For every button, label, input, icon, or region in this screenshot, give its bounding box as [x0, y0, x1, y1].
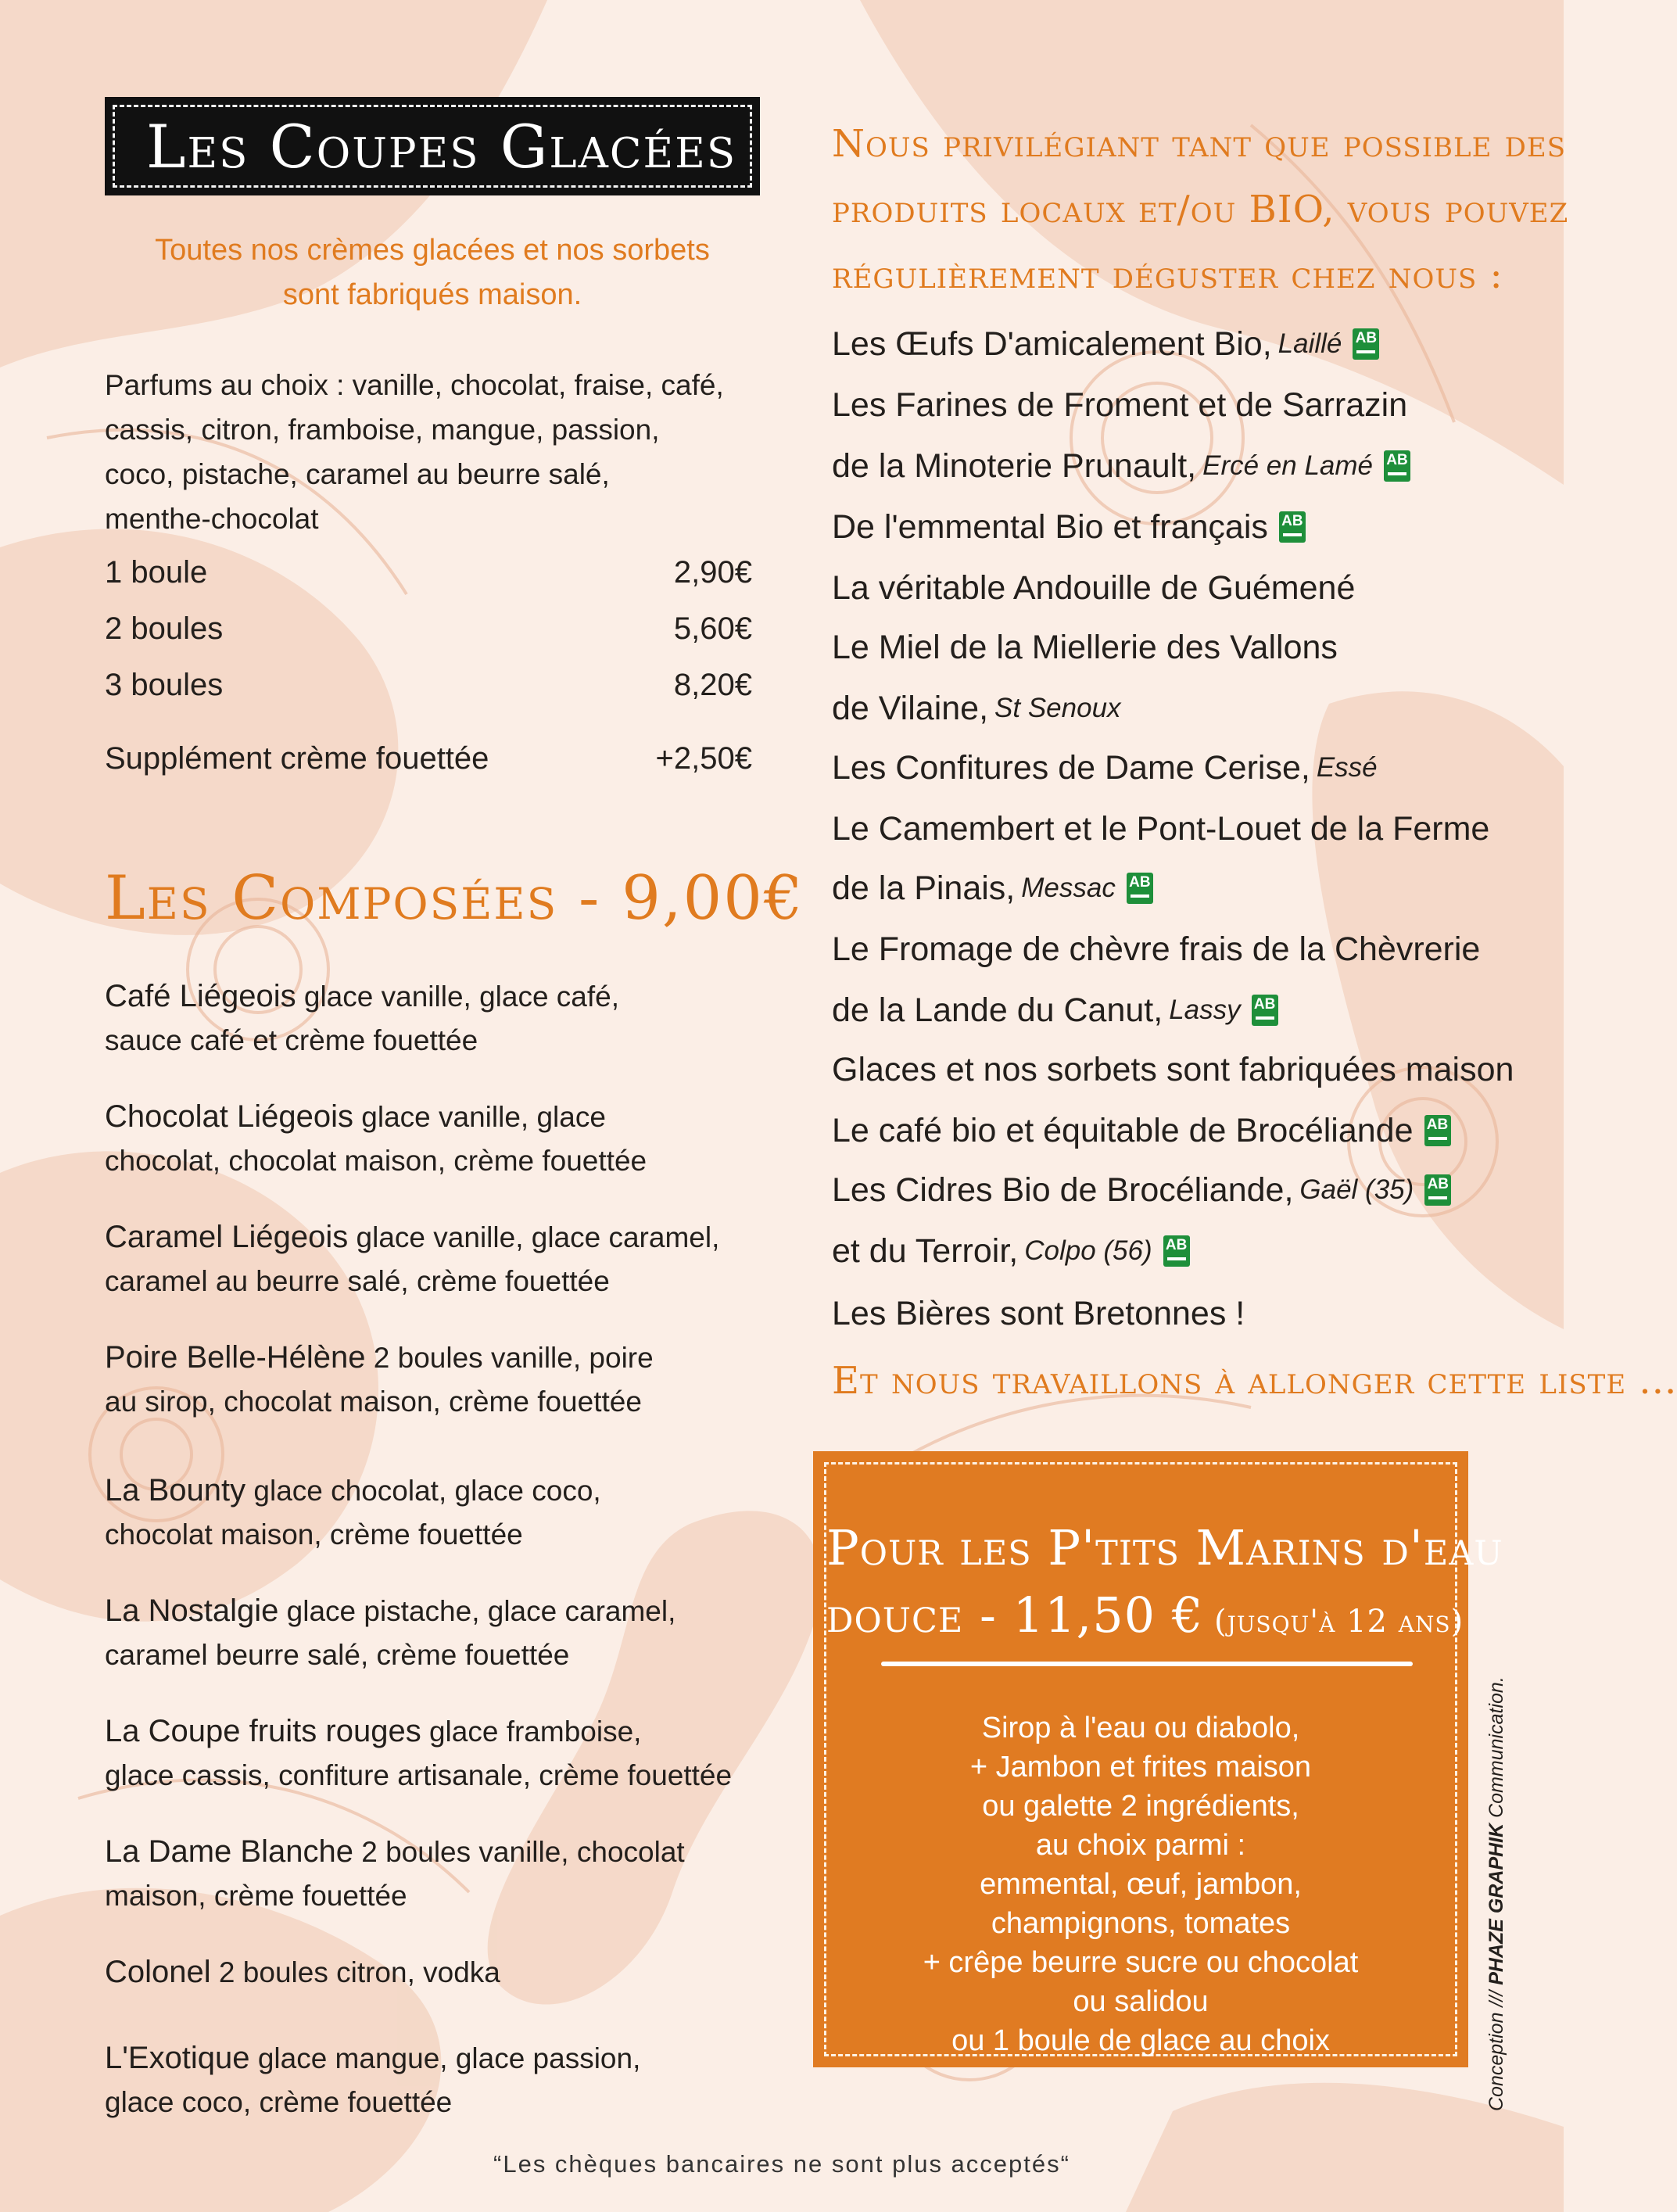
item-name: L'Exotique: [105, 2041, 250, 2075]
item-desc: glace cassis, confiture artisanale, crème fouettée: [105, 1759, 733, 1791]
product-line: [832, 744, 1378, 791]
item-desc: au sirop, chocolat maison, crème fouettée: [105, 1386, 642, 1418]
product-line: [832, 865, 1153, 912]
item-desc: 2 boules citron, vodka: [210, 1956, 500, 1988]
kids-menu-line: champignons, tomates: [991, 1907, 1291, 1940]
bio-label-icon: [1252, 995, 1278, 1026]
price-value: 5,60€: [673, 611, 752, 646]
bio-label-icon: [1424, 1115, 1451, 1146]
bio-logo-text: AB: [1355, 330, 1378, 346]
menu-item: [105, 1589, 793, 1677]
kids-menu-price-line: [826, 1586, 1464, 1644]
bio-logo-text: AB: [1427, 1176, 1449, 1192]
kids-menu-age: (jusqu'à 12 ans): [1203, 1604, 1464, 1640]
bio-label-icon: [1163, 1235, 1190, 1267]
product-text: La véritable Andouille de Guémené: [832, 569, 1356, 607]
composees-title: Les Composées - 9,00€: [105, 863, 804, 934]
parfums-line: vanille, chocolat, fraise, café,: [344, 369, 724, 401]
item-desc: chocolat maison, crème fouettée: [105, 1518, 523, 1551]
kids-menu-line: + Jambon et frites maison: [969, 1751, 1312, 1784]
kids-menu-contents: [826, 1708, 1455, 2060]
intro-line: Toutes nos crèmes glacées et nos sorbets: [155, 234, 710, 267]
credit-brand: PHAZE GRAPHIK: [1485, 1823, 1507, 1985]
bio-logo-text: AB: [1129, 874, 1151, 891]
product-text: de Vilaine,: [832, 690, 989, 727]
product-line: [832, 805, 1489, 852]
item-name: Caramel Liégeois: [105, 1220, 349, 1254]
menu-item: [105, 1095, 793, 1183]
bieres-line: Les Bières sont Bretonnes !: [832, 1295, 1245, 1332]
credit-prefix: Conception ///: [1485, 1984, 1507, 2111]
product-place: Lassy: [1169, 995, 1241, 1025]
menu-item: [105, 1950, 793, 1995]
item-name: La Bounty: [105, 1473, 246, 1508]
product-line: [832, 382, 1407, 428]
homemade-intro: [105, 228, 760, 317]
bio-label-icon: [1384, 450, 1410, 482]
menu-item: [105, 1830, 793, 1918]
kids-menu-line: ou 1 boule de glace au choix: [951, 2024, 1330, 2057]
product-line: [832, 321, 1379, 367]
item-desc: glace vanille, glace: [353, 1101, 606, 1133]
menu-item: [105, 1709, 793, 1798]
item-name: La Coupe fruits rouges: [105, 1714, 421, 1748]
parfums-line: menthe-chocolat: [105, 503, 319, 535]
price-row: [105, 735, 752, 782]
product-text: de la Minoterie Prunault,: [832, 447, 1197, 485]
price-row: [105, 661, 752, 708]
intro-line: sont fabriqués maison.: [282, 278, 582, 311]
product-place: Ercé en Lamé: [1202, 450, 1373, 481]
product-text: de la Pinais,: [832, 869, 1016, 907]
price-label: 2 boules: [105, 611, 224, 646]
product-place: St Senoux: [994, 693, 1121, 723]
product-place: Gaël (35): [1299, 1174, 1414, 1205]
product-place: Messac: [1021, 873, 1116, 903]
bio-logo-text: AB: [1165, 1237, 1188, 1253]
item-name: Poire Belle-Hélène: [105, 1340, 366, 1375]
bio-logo-text: AB: [1426, 1117, 1449, 1133]
price-label: 1 boule: [105, 554, 208, 590]
price-row: [105, 605, 752, 652]
product-text: de la Lande du Canut,: [832, 991, 1163, 1029]
parfums-line: coco, pistache, caramel au beurre salé,: [105, 458, 610, 490]
product-text: Les Confitures de Dame Cerise,: [832, 749, 1310, 787]
product-text: Le Fromage de chèvre frais de la Chèvrerie: [832, 930, 1481, 968]
product-line: [832, 565, 1355, 611]
menu-item: [105, 1468, 793, 1557]
item-name: La Nostalgie: [105, 1594, 279, 1628]
bio-label-icon: [1279, 511, 1306, 543]
title-dashed-frame: [113, 105, 752, 188]
kids-divider: [881, 1662, 1413, 1666]
bio-label-icon: [1424, 1174, 1451, 1206]
product-line: [832, 504, 1306, 550]
kids-menu-price: douce - 11,50 €: [826, 1586, 1204, 1644]
item-desc: sauce café et crème fouettée: [105, 1024, 478, 1056]
design-credit: [1485, 1676, 1508, 2111]
product-line: [832, 1107, 1451, 1154]
item-desc: caramel au beurre salé, crème fouettée: [105, 1265, 610, 1297]
product-line: [832, 987, 1278, 1034]
product-line: [832, 1167, 1451, 1214]
item-name: Chocolat Liégeois: [105, 1099, 353, 1134]
item-name: Colonel: [105, 1955, 211, 1989]
allonger-line: Et nous travaillons à allonger cette liste ...: [832, 1359, 1677, 1403]
product-text: Le Miel de la Miellerie des Vallons: [832, 629, 1338, 666]
bio-label-icon: [1127, 873, 1153, 904]
product-place: Laillé: [1277, 328, 1342, 359]
product-place: Essé: [1316, 752, 1378, 783]
bio-label-icon: [1353, 328, 1379, 360]
bio-logo-text: AB: [1253, 996, 1276, 1013]
item-desc: glace framboise,: [421, 1715, 642, 1748]
item-desc: glace coco, crème fouettée: [105, 2086, 453, 2118]
menu-item: [105, 1215, 793, 1303]
item-desc: glace vanille, glace café,: [296, 981, 620, 1013]
parfums-line: cassis, citron, framboise, mangue, passion,: [105, 414, 660, 446]
price-label: 3 boules: [105, 667, 224, 702]
menu-item: [105, 1335, 793, 1424]
item-desc: maison, crème fouettée: [105, 1880, 407, 1912]
product-text: Le café bio et équitable de Brocéliande: [832, 1112, 1414, 1149]
item-name: La Dame Blanche: [105, 1834, 353, 1869]
price-value: +2,50€: [655, 740, 752, 776]
bio-logo-text: AB: [1281, 513, 1303, 529]
product-text: Les Cidres Bio de Brocéliande,: [832, 1171, 1294, 1209]
product-line: [832, 443, 1410, 489]
price-value: 8,20€: [673, 667, 752, 702]
product-text: De l'emmental Bio et français: [832, 508, 1268, 546]
menu-item: [105, 974, 793, 1063]
parfums-list: [105, 363, 769, 541]
product-text: et du Terroir,: [832, 1232, 1019, 1270]
product-text: Les Œufs D'amicalement Bio,: [832, 325, 1272, 363]
item-desc: glace vanille, glace caramel,: [348, 1221, 720, 1253]
kids-menu-line: ou galette 2 ingrédients,: [982, 1790, 1299, 1823]
kids-menu-line: ou salidou: [1073, 1985, 1209, 2018]
credit-suffix: Communication.: [1485, 1676, 1507, 1823]
product-text: Le Camembert et le Pont-Louet de la Ferme: [832, 810, 1490, 848]
item-desc: chocolat, chocolat maison, crème fouettée: [105, 1145, 647, 1177]
price-row: [105, 549, 752, 596]
product-line: [832, 685, 1121, 732]
item-desc: 2 boules vanille, chocolat: [353, 1836, 685, 1868]
intro-line: produits locaux et/ou BIO, vous pouvez: [832, 188, 1569, 231]
bio-logo-text: AB: [1386, 452, 1408, 468]
item-desc: 2 boules vanille, poire: [365, 1342, 654, 1374]
cheque-notice: “Les chèques bancaires ne sont plus acceptés“: [493, 2150, 1070, 2178]
product-place: Colpo (56): [1024, 1235, 1152, 1266]
product-line: [832, 1046, 1514, 1093]
kids-menu-line: au choix parmi :: [1035, 1829, 1246, 1862]
item-desc: glace chocolat, glace coco,: [245, 1475, 601, 1507]
price-value: 2,90€: [673, 554, 752, 590]
product-line: [832, 1228, 1190, 1274]
kids-menu-line: emmental, œuf, jambon,: [980, 1868, 1302, 1901]
intro-line: Nous privilégiant tant que possible des: [832, 122, 1567, 166]
kids-menu-title: Pour les P'tits Marins d'eau: [826, 1519, 1503, 1576]
product-text: Les Farines de Froment et de Sarrazin: [832, 386, 1408, 424]
item-desc: caramel beurre salé, crème fouettée: [105, 1639, 570, 1671]
product-text: Glaces et nos sorbets sont fabriquées maison: [832, 1051, 1514, 1088]
parfums-label: Parfums au choix :: [105, 369, 345, 401]
product-line: [832, 926, 1480, 973]
price-label: Supplément crème fouettée: [105, 740, 489, 776]
menu-item: [105, 2036, 793, 2124]
product-line: [832, 624, 1338, 671]
item-desc: glace mangue, glace passion,: [249, 2042, 641, 2074]
intro-line: régulièrement déguster chez nous :: [832, 253, 1503, 297]
coupes-glacees-title: Les Coupes Glacées: [146, 111, 737, 181]
item-name: Café Liégeois: [105, 979, 296, 1013]
kids-menu-line: + crêpe beurre sucre ou chocolat: [923, 1946, 1359, 1979]
item-desc: glace pistache, glace caramel,: [278, 1595, 676, 1627]
local-products-intro: [832, 111, 1569, 308]
kids-menu-line: Sirop à l'eau ou diabolo,: [981, 1712, 1300, 1744]
coupes-glacees-title-box: [105, 97, 760, 195]
